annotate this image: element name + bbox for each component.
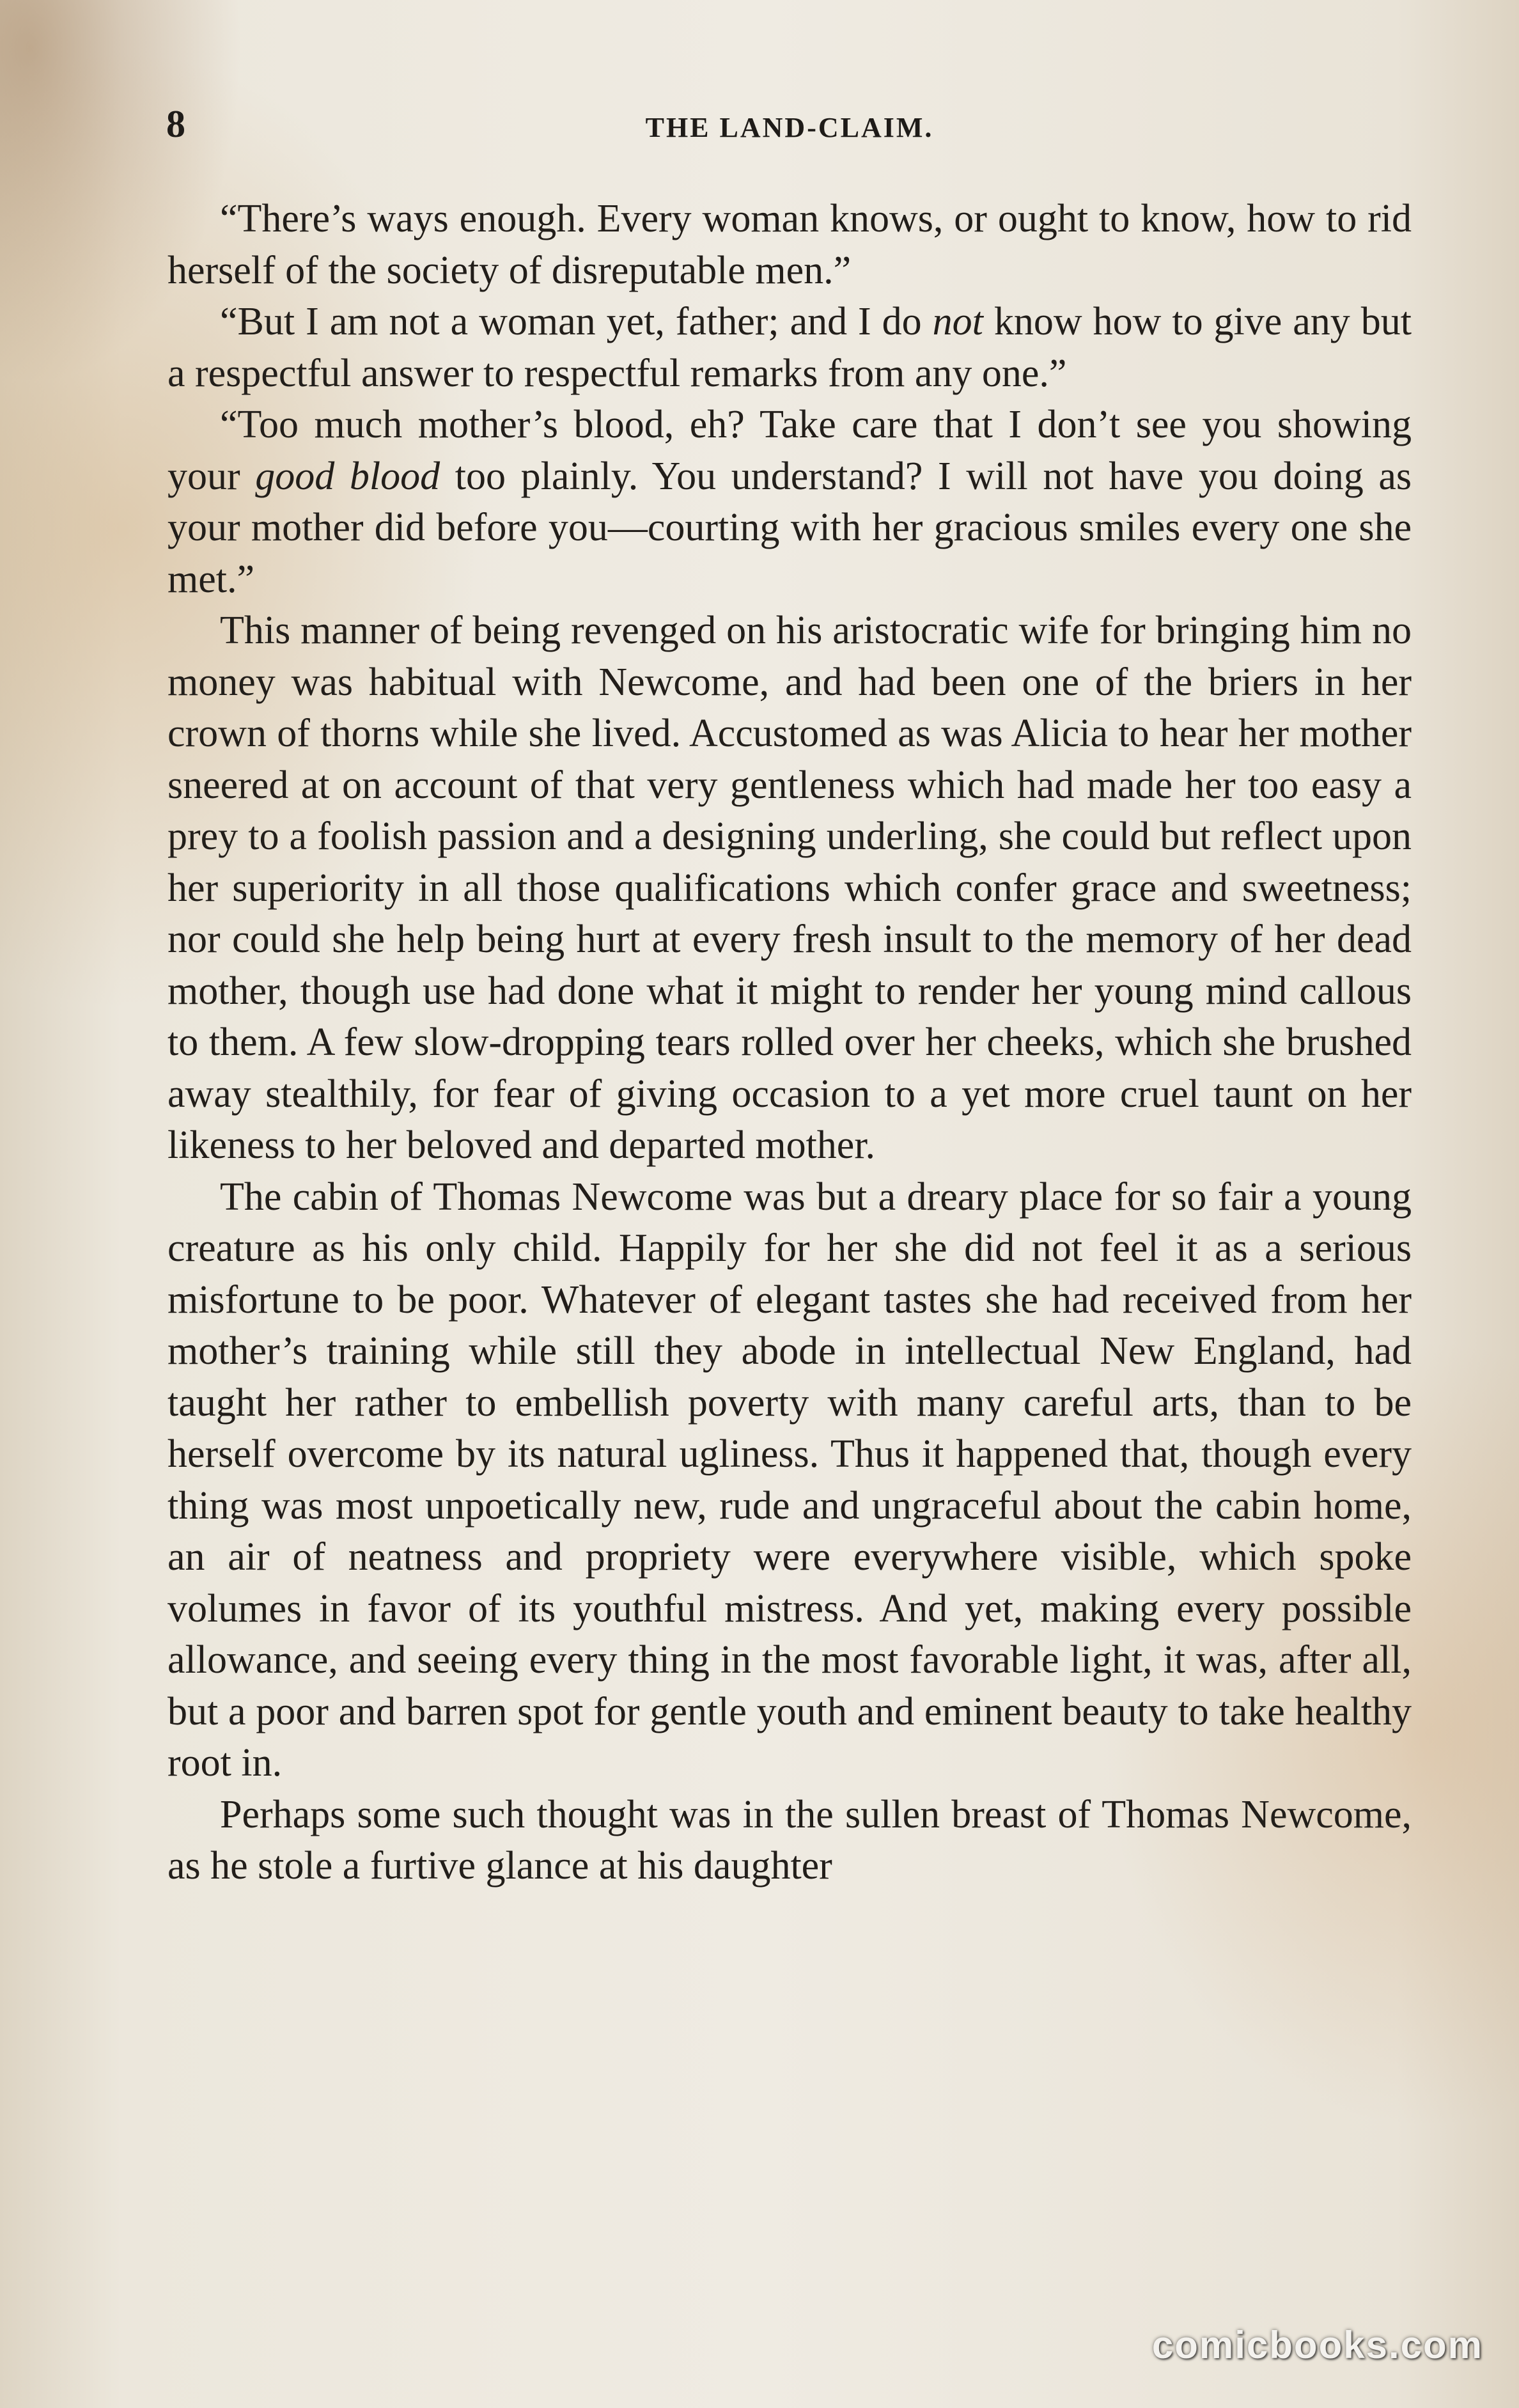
italic-text-segment: not: [932, 300, 983, 343]
text-segment: know how to give any but a respectful answer to respectful remarks from any one.”: [167, 300, 1412, 395]
text-segment: too plainly. You understand? I will not have you doing as your mother did before you—courting with her gracious smiles every one she met.”: [167, 454, 1412, 601]
paragraph: [167, 296, 1412, 399]
paragraph: [167, 399, 1412, 605]
paragraph: [167, 605, 1412, 1171]
text-segment: Perhaps some such thought was in the sullen breast of Thomas Newcome, as he stole a furtive glance at his daughter: [167, 1792, 1412, 1888]
paragraph: [167, 1171, 1412, 1789]
running-head: [166, 102, 1413, 153]
running-title: THE LAND-CLAIM.: [645, 112, 934, 143]
site-watermark: comicbooks.com: [1151, 2324, 1483, 2366]
text-segment: “Too much mother’s blood, eh? Take care that I don’t see you showing your: [167, 403, 1412, 498]
page-number: 8: [166, 103, 185, 145]
paragraph: [167, 1789, 1412, 1892]
body-text: [167, 193, 1412, 1892]
text-segment: The cabin of Thomas Newcome was but a dreary place for so fair a young creature as his only child. Happily for her she did not feel it as a serious misfortune to be poor. Whatever of elegant tastes she had received from her mother’s training while still they abode in intellectual New England, had taught her rather to embellish poverty with many careful arts, than to be herself overcome by its natural ugliness. Thus it happened that, though every thing was most unpoetically new, rude and ungraceful about the cabin home, an air of neatness and propriety were everywhere visible, which spoke volumes in favor of its youthful mistress. And yet, making every possible allowance, and seeing every thing in the most favorable light, it was, after all, but a poor and barren spot for gentle youth and eminent beauty to take healthy root in.: [167, 1175, 1412, 1785]
text-segment: This manner of being revenged on his aristocratic wife for bringing him no money was habitual with Newcome, and had been one of the briers in her crown of thorns while she lived. Accustomed as was Alicia to hear her mother sneered at on account of that very gentleness which had made her too easy a prey to a foolish passion and a designing underling, she could but reflect upon her superiority in all those qualifications which confer grace and sweetness; nor could she help being hurt at every fresh insult to the memory of her dead mother, though use had done what it might to render her young mind callous to them. A few slow-dropping tears rolled over her cheeks, which she brushed away stealthily, for fear of giving occasion to a yet more cruel taunt on her likeness to her beloved and departed mother.: [167, 609, 1412, 1167]
text-segment: “There’s ways enough. Every woman knows, or ought to know, how to rid herself of the society of disreputable men.”: [167, 197, 1412, 292]
paragraph: [167, 193, 1412, 296]
text-segment: “But I am not a woman yet, father; and I do: [220, 300, 933, 343]
italic-text-segment: good blood: [255, 454, 440, 498]
